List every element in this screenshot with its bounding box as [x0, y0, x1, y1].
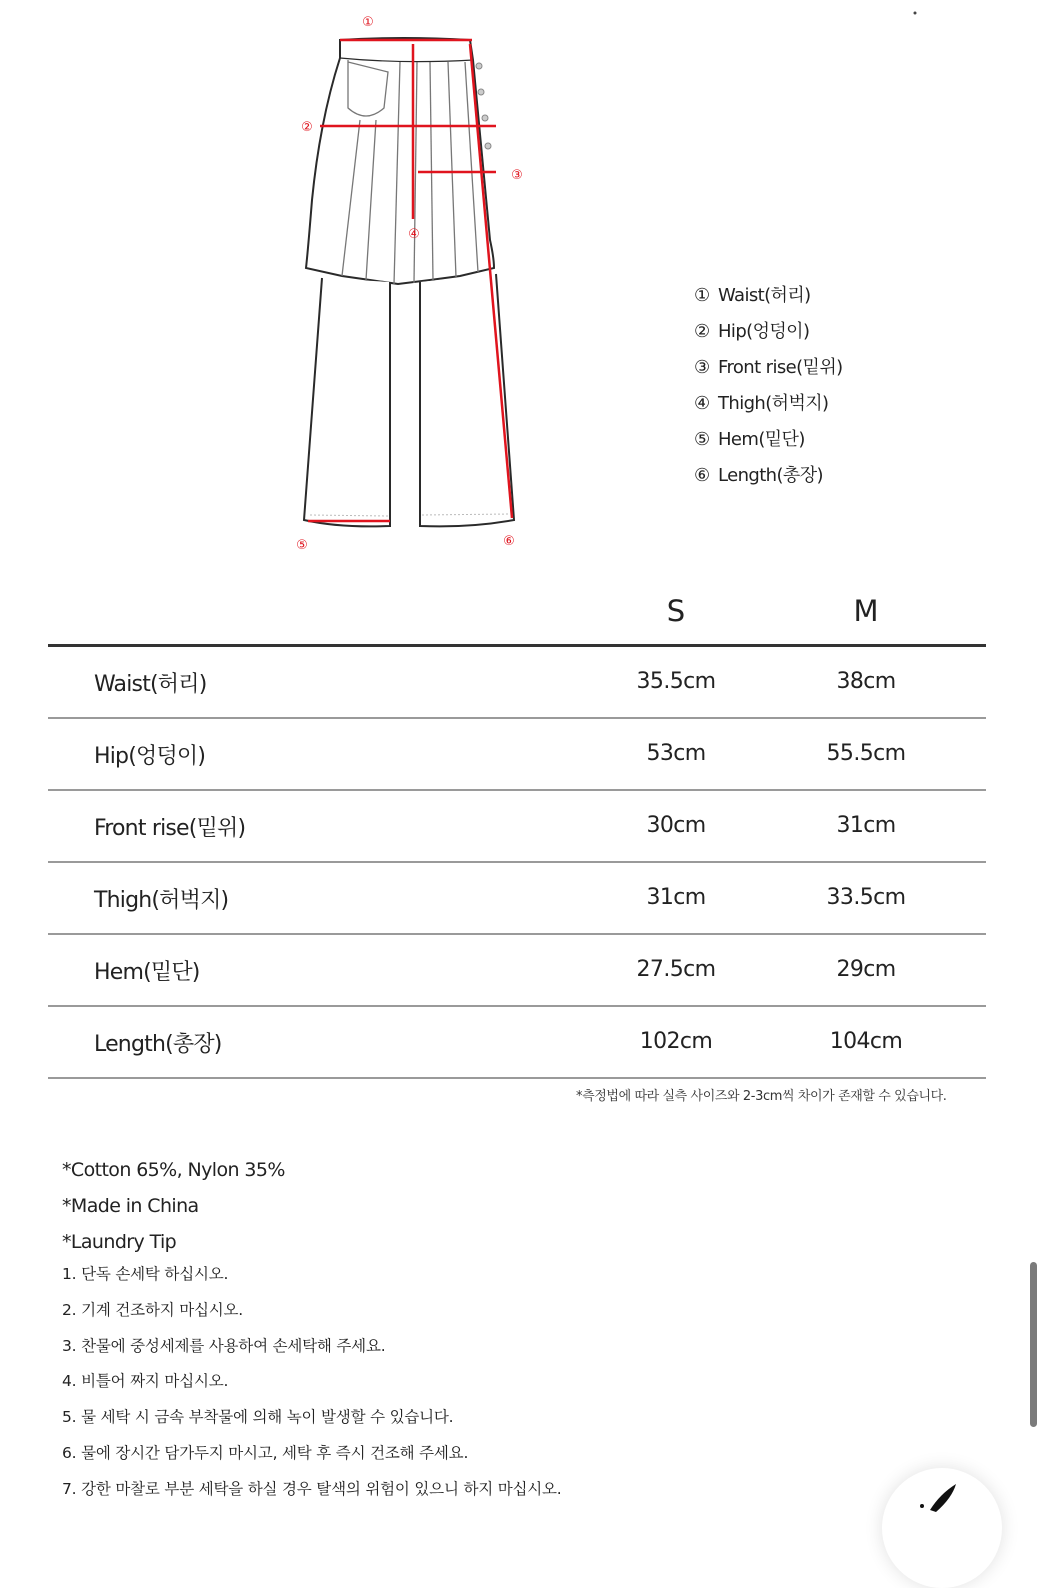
value-s: 102cm [639, 1029, 713, 1054]
value-m: 55.5cm [826, 741, 906, 766]
table-row [48, 863, 986, 935]
marker-hem: ⑤ [296, 538, 308, 553]
laundry-tip: 3. 찬물에 중성세제를 사용하여 손세탁해 주세요. [62, 1336, 386, 1355]
table-row [48, 719, 986, 791]
laundry-tip: 1. 단독 손세탁 하십시오. [62, 1265, 229, 1283]
row-label: Front rise(밑위) [94, 816, 246, 841]
column-header-m: M [853, 594, 879, 628]
column-header-s: S [666, 594, 686, 628]
value-m: 29cm [836, 957, 896, 982]
cropped-content-fragment [913, 0, 917, 4]
row-label: Thigh(허벅지) [94, 888, 229, 913]
laundry-tip: 5. 물 세탁 시 금속 부착물에 의해 녹이 발생할 수 있습니다. [62, 1408, 454, 1427]
value-s: 53cm [646, 741, 706, 766]
value-m: 104cm [829, 1029, 903, 1054]
laundry-tip: 7. 강한 마찰로 부분 세탁을 하실 경우 탈색의 위험이 있으니 하지 마십시오. [62, 1479, 562, 1498]
origin-text: *Made in China [62, 1195, 199, 1217]
value-s: 30cm [646, 813, 706, 838]
value-m: 33.5cm [826, 885, 906, 910]
marker-front-rise: ③ [511, 168, 523, 183]
marker-hip: ② [301, 120, 313, 135]
legend-item-waist: ① Waist(허리) [694, 285, 811, 306]
table-row [48, 935, 986, 1007]
row-label: Hip(엉덩이) [94, 744, 206, 769]
laundry-tips-list [62, 1257, 562, 1508]
legend-item-front-rise: ③ Front rise(밑위) [694, 357, 843, 378]
size-disclaimer-note: *측정법에 따라 실측 사이즈와 2-3cm씩 차이가 존재할 수 있습니다. [576, 1089, 947, 1104]
table-row [48, 1007, 986, 1079]
table-row [48, 791, 986, 863]
laundry-heading: *Laundry Tip [62, 1231, 177, 1253]
value-s: 31cm [646, 885, 706, 910]
legend-item-length: ⑥ Length(총장) [694, 465, 823, 486]
value-m: 31cm [836, 813, 896, 838]
material-text: *Cotton 65%, Nylon 35% [62, 1159, 285, 1181]
product-info [62, 1152, 285, 1260]
size-table [48, 580, 986, 1079]
laundry-tip: 2. 기계 건조하지 마십시오. [62, 1300, 244, 1319]
legend-item-thigh: ④ Thigh(허벅지) [694, 393, 829, 414]
floating-action-button[interactable] [882, 1468, 1002, 1588]
row-label: Length(총장) [94, 1032, 222, 1057]
marker-waist: ① [362, 15, 374, 30]
size-table-header [48, 580, 986, 647]
legend-item-hem: ⑤ Hem(밑단) [694, 429, 805, 450]
laundry-tip: 6. 물에 장시간 담가두지 마시고, 세탁 후 즉시 건조해 주세요. [62, 1443, 469, 1462]
value-s: 35.5cm [636, 669, 716, 694]
value-m: 38cm [836, 669, 896, 694]
marker-thigh: ④ [408, 227, 420, 242]
pen-icon [912, 1476, 972, 1516]
value-s: 27.5cm [636, 957, 716, 982]
row-label: Waist(허리) [94, 672, 207, 697]
table-row [48, 647, 986, 719]
pants-measurement-diagram [280, 0, 560, 560]
row-label: Hem(밑단) [94, 960, 200, 985]
measurement-legend [694, 278, 843, 494]
laundry-tip: 4. 비틀어 짜지 마십시오. [62, 1372, 229, 1391]
marker-length: ⑥ [503, 534, 515, 549]
scrollbar-thumb[interactable] [1030, 1262, 1037, 1427]
legend-item-hip: ② Hip(엉덩이) [694, 321, 810, 342]
